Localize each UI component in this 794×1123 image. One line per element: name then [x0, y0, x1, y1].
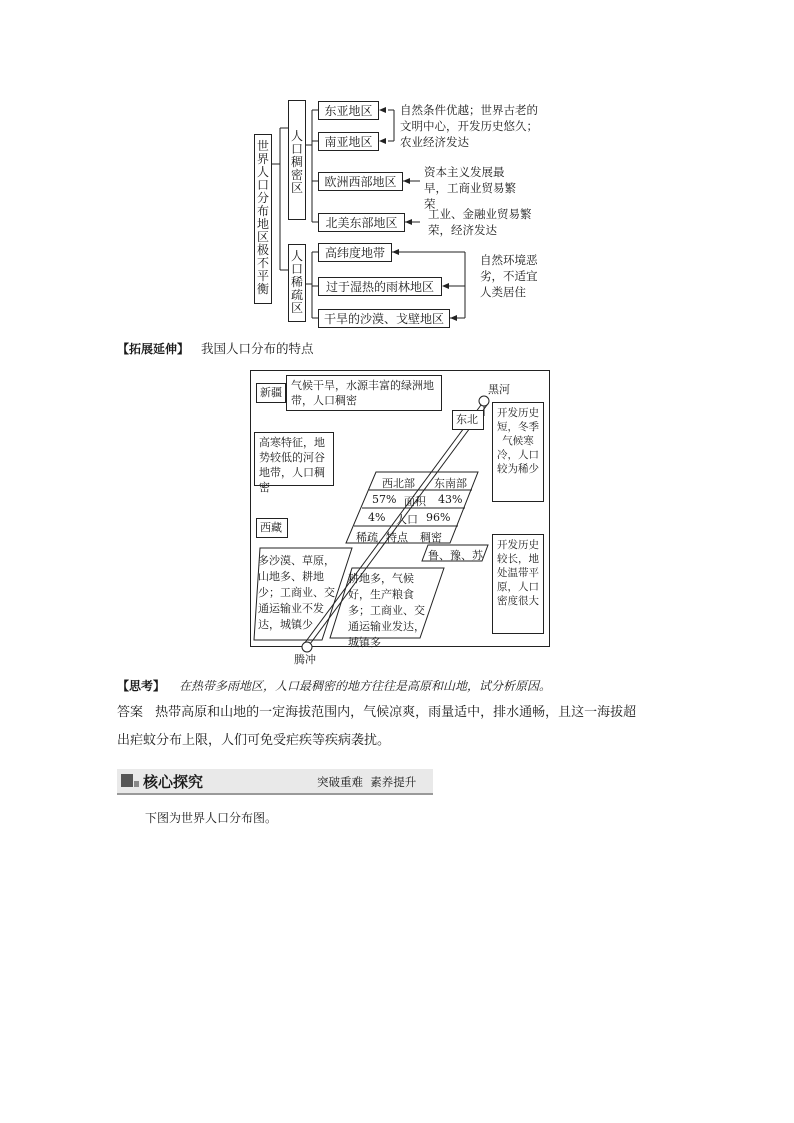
- think-tag: 【思考】: [117, 679, 166, 693]
- section-square-icon-small: [134, 781, 139, 787]
- pop-label: 人口: [396, 513, 418, 526]
- table-head-northwest: 西北部: [382, 477, 415, 490]
- region-east-north-america: 北美东部地区: [318, 213, 405, 232]
- region-desert: 干旱的沙漠、戈壁地区: [318, 309, 450, 328]
- answer-line-2: 出疟蚊分布上限，人们可免受疟疾等疾病袭扰。: [117, 733, 391, 748]
- think-question: [117, 676, 717, 696]
- region-west-europe: 欧洲西部地区: [318, 172, 403, 191]
- area-label: 面积: [404, 495, 426, 508]
- southeast-note: 耕地多，气候好，生产粮食多；工商业、交通运输业发达，城镇多: [348, 572, 425, 649]
- reason-europe: 资本主义发展最早，工商业贸易繁荣: [424, 165, 516, 211]
- feature-label: 特点: [386, 531, 408, 544]
- sparse-group-label: 人口稀疏区: [290, 249, 303, 315]
- feature-northwest: 稀疏: [356, 531, 378, 544]
- think-question-text: 在热带多雨地区，人口最稠密的地方往往是高原和山地，试分析原因。: [179, 679, 552, 693]
- extension-title: 我国人口分布的特点: [201, 341, 314, 356]
- tengchong-label: 腾冲: [294, 653, 316, 666]
- extension-tag: 【拓展延伸】: [117, 342, 190, 356]
- region-south-asia: 南亚地区: [318, 132, 379, 151]
- northwest-note: 多沙漠、草原，山地多、耕地少；工商业、交通运输业不发达，城镇少: [258, 554, 335, 631]
- area-northwest: 57%: [372, 493, 397, 506]
- northeast-note: 开发历史短，冬季气候寒冷，人口较为稀少: [492, 402, 544, 502]
- xinjiang-box: 新疆: [256, 383, 286, 403]
- answer-line-1: [117, 703, 717, 723]
- region-rainforest: 过于湿热的雨林地区: [318, 277, 442, 296]
- reason-asia: 自然条件优越；世界古老的文明中心，开发历史悠久；农业经济发达: [400, 103, 538, 149]
- core-section-subtitle: 突破重难 素养提升: [317, 775, 417, 789]
- table-head-southeast: 东南部: [434, 477, 467, 490]
- core-section-header: [117, 769, 433, 795]
- dense-group-label: 人口稠密区: [290, 129, 303, 195]
- feature-southeast: 稠密: [420, 531, 442, 544]
- region-high-latitude: 高纬度地带: [318, 243, 392, 262]
- answer-text-1: 热带高原和山地的一定海拔范围内，气候凉爽，雨量适中，排水通畅，且这一海拔超: [155, 705, 637, 720]
- northeast-box: 东北: [452, 410, 484, 430]
- lu-yu-su-label: 鲁、豫、苏: [428, 549, 483, 562]
- heihe-label: 黑河: [488, 383, 510, 396]
- tibet-note: 高寒特征，地势较低的河谷地带，人口稠密: [254, 432, 334, 486]
- area-southeast: 43%: [438, 493, 463, 506]
- core-intro: 下图为世界人口分布图。: [145, 811, 278, 825]
- pop-southeast: 96%: [426, 511, 451, 524]
- reason-america: 工业、金融业贸易繁荣，经济发达: [428, 207, 532, 237]
- tibet-box: 西藏: [256, 518, 288, 538]
- pop-northwest: 4%: [368, 511, 386, 524]
- section-square-icon: [121, 774, 133, 787]
- region-east-asia: 东亚地区: [318, 101, 379, 120]
- reason-sparse: 自然环境恶劣，不适宜人类居住: [480, 253, 538, 299]
- answer-label: 答案: [117, 705, 144, 720]
- core-section-title: 核心探究: [143, 773, 204, 791]
- lu-yu-su-note: 开发历史较长，地处温带平原，人口密度很大: [492, 534, 544, 634]
- tree-root-label: 世界人口分布地区极不平衡: [256, 139, 269, 296]
- xinjiang-note: 气候干旱，水源丰富的绿洲地带，人口稠密: [286, 375, 442, 411]
